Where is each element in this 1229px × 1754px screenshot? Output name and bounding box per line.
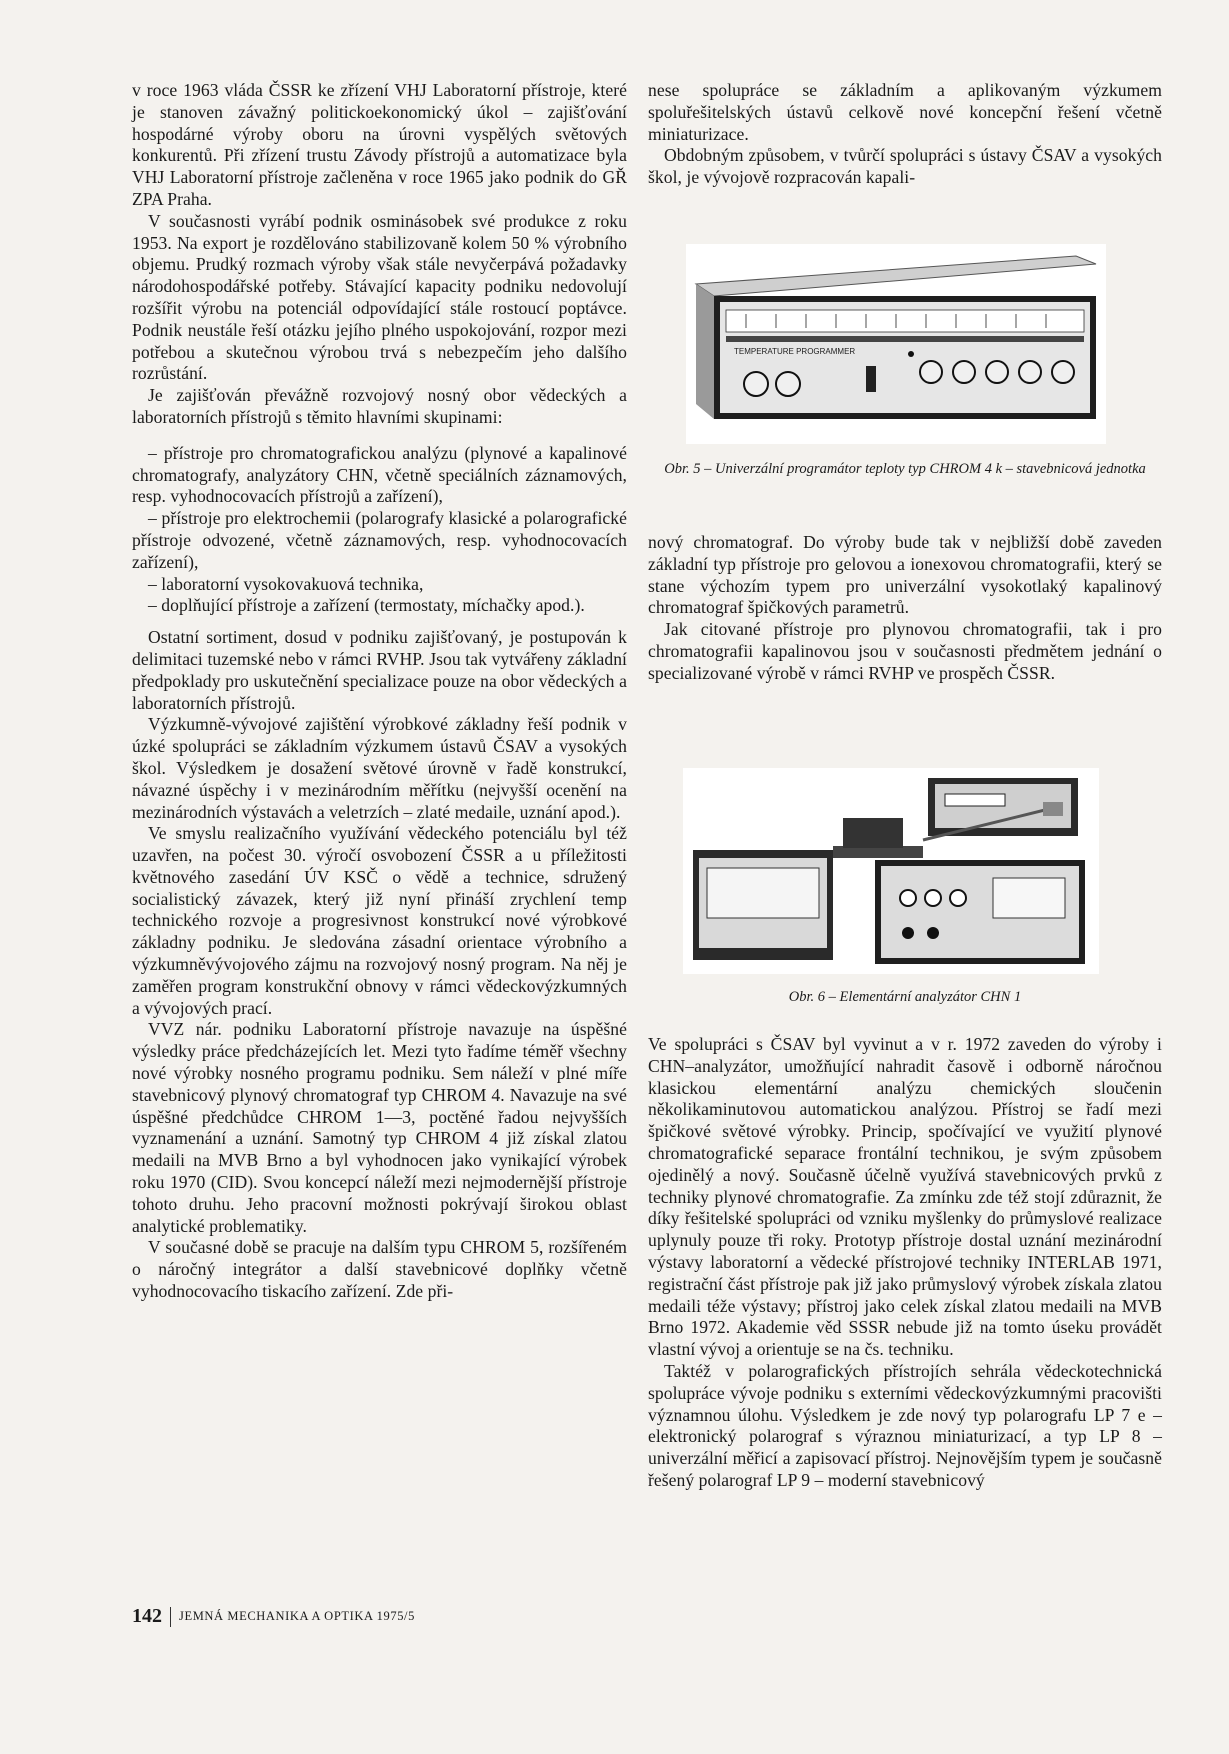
right-column-top [648, 80, 1162, 189]
paragraph: V současnosti vyrábí podnik osminásobek své produkce z roku 1953. Na export je rozdělováno stabilizovaně kolem 50 % výrobního objemu. Prudký rozmach výroby však stále nevyčerpává požadavky národohospodářské potřeby. Stávající kapacity podniku nedovolují rozšířit výrobu na potenciál odpovídající stále rostoucí poptávce. Podnik neustále řeší otázku jejího plného uspokojování, rozpor mezi potřebou a skutečnou výrobou trvá s nebezpečím jeho dalšího rozrůstání. [132, 210, 627, 384]
list-item: – doplňující přístroje a zařízení (termostaty, míchačky apod.). [148, 595, 585, 616]
paragraph: Obdobným způsobem, v tvůrčí spolupráci s ústavy ČSAV a vysokých škol, je vývojově rozpracován kapali- [648, 145, 1162, 188]
page-number: 142 [132, 1605, 162, 1627]
figure-5-caption: Obr. 5 – Univerzální programátor teploty typ CHROM 4 k – stavebnicová jednotka [664, 461, 1146, 477]
panel-label: TEMPERATURE PROGRAMMER [734, 347, 856, 356]
figure-temperature-programmer [686, 244, 1106, 444]
paragraph: Ve smyslu realizačního využívání vědeckého potenciálu byl též uzavřen, na počest 30. výročí osvobození ČSSR a u příležitosti květnového zasedání ÚV KSČ o vědě a technice, sdružený socialistický závazek, který již nyní přináší zrychlení temp technického rozvoje a progresivnost konstrukcí nové výrobkové základny podniku. Je sledována zásadní orientace výrobního a výzkumněvývojového zájmu na rozvojový nosný program. Na něj je zaměřen program konstrukční obnovy v rámci vědeckovýzkumných a vývojových prací. [132, 823, 627, 1018]
paragraph: Výzkumně-vývojové zajištění výrobkové základny řeší podnik v úzké spolupráci se základním výzkumem ústavů ČSAV a vysokých škol. Výsledkem je dosažení světové úrovně v řadě konstrukcí, návazné úspěchy i v mezinárodním měřítku (nejvyšší ocenění na mezinárodních výstavách a veletrzích – zlaté medaile, uznání apod.). [132, 714, 627, 822]
paragraph: V současné době se pracuje na dalším typu CHROM 5, rozšířeném o náročný integrátor a další stavebnicové doplňky včetně vyhodnocovacího tiskacího zařízení. Zde při- [132, 1237, 627, 1302]
right-column-middle [648, 532, 1162, 685]
list-item: – přístroje pro elektrochemii (polarografy klasické a polarografické přístroje odvozené, včetně záznamových, resp. vyhodnocovacích zařízení), [132, 508, 627, 572]
figure-chn-analyzer [683, 768, 1099, 974]
page-footer [132, 1605, 415, 1628]
list-item: – laboratorní vysokovakuová technika, [148, 573, 424, 594]
paragraph: VVZ nár. podniku Laboratorní přístroje navazuje na úspěšné výsledky práce předcházejících let. Mezi tyto řadíme téměř všechny nové výrobky nosného programu podniku. Sem náleží v plné míře stavebnicový plynový chromatograf typ CHROM 4. Navazuje na své úspěšné předchůdce CHROM 1—3, poctěné řadou nejvyšších vyznamenání a uznání. Samotný typ CHROM 4 již získal zlatou medaili na MVB Brno a byl vyhodnocen jako vynikající výrobek roku 1970 (CID). Svou koncepcí náleží mezi nejmodernější přístroje tohoto druhu. Jeho pracovní možnosti pokrývají širokou oblast analytické problematiky. [132, 1019, 627, 1236]
figure-6-caption: Obr. 6 – Elementární analyzátor CHN 1 [788, 989, 1022, 1005]
paragraph: v roce 1963 vláda ČSSR ke zřízení VHJ Laboratorní přístroje, které je stanoven závažný politickoekonomický úkol – zajišťování hospodárné výroby oboru na úrovni vyspělých světových konkurentů. Při zřízení trustu Závody přístrojů a automatizace byla VHJ Laboratorní přístroje začleněna v roce 1965 jako podnik do GŘ ZPA Praha. [132, 80, 627, 209]
left-column [132, 80, 627, 1303]
paragraph: nový chromatograf. Do výroby bude tak v nejbližší době zaveden základní typ přístroje pro gelovou a ionexovou chromatografii, který se stane výchozím typem pro univerzální vysokotlaký kapalinový chromatograf špičkových parametrů. [648, 532, 1162, 618]
paragraph: nese spolupráce se základním a aplikovaným výzkumem spoluřešitelských ústavů celkově nové koncepční řešení včetně miniaturizace. [648, 80, 1162, 144]
paragraph: Taktéž v polarografických přístrojích sehrála vědeckotechnická spolupráce vývoje podniku s externími vědeckovýzkumnými pracovišti významnou úlohu. Výsledkem je zde nový typ polarografu LP 7 e – elektronický polarograf s výraznou miniaturizací, a typ LP 8 – univerzální měřicí a zapisovací přístroj. Nejnovějším typem je současně řešený polarograf LP 9 – moderní stavebnicový [648, 1360, 1162, 1490]
paragraph: Jak citované přístroje pro plynovou chromatografii, tak i pro chromatografii kapalinovou jsou v současnosti předmětem jednání o specializované výrobě v rámci RVHP ve prospěch ČSSR. [648, 619, 1162, 683]
right-column-bottom [648, 1034, 1162, 1492]
footer-divider [170, 1607, 171, 1627]
paragraph: Je zajišťován převážně rozvojový nosný obor vědeckých a laboratorních přístrojů s těmito hlavními skupinami: [132, 385, 627, 427]
product-group-list [132, 443, 627, 617]
paragraph: Ve spolupráci s ČSAV byl vyvinut a v r. 1972 zaveden do výroby i CHN–analyzátor, umožňující nahradit časově i odborně náročnou klasickou elementární analýzu chemických sloučenin několikaminutovou automatickou analýzou. Přístroj se řadí mezi špičkové světové výrobky. Princip, spočívající ve využití plynové chromatografické separace frontální technikou, je svým způsobem ojedinělý a nový. Současně účelně využívá stavebnicových prvků z techniky plynové chromatografie. Za zmínku zde též stojí zdůraznit, že díky řešitelské spolupráci od vzniku myšlenky do průmyslové realizace uplynuly pouze tři roky. Prototyp přístroje dostal uznání mezinárodní výstavy laboratorní a vědecké přístrojové techniky INTERLAB 1971, registrační část přístroje pak již jako průmyslový výrobek získala zlatou medaili téže výstavy; přístroj jako celek získal zlatou medaili na MVB Brno 1972. Akademie věd SSSR nebude již na tomto úseku provádět vlastní vývoj a orientuje se na čs. techniku. [648, 1034, 1162, 1360]
journal-name: JEMNÁ MECHANIKA A OPTIKA 1975/5 [179, 1609, 415, 1623]
paragraph: Ostatní sortiment, dosud v podniku zajišťovaný, je postupován k delimitaci tuzemské nebo v rámci RVHP. Jsou tak vytvářeny základní předpoklady pro uskutečnění specializace pouze na obor vědeckých a laboratorních přístrojů. [132, 627, 627, 713]
list-item: – přístroje pro chromatografickou analýzu (plynové a kapalinové chromatografy, analyzátory CHN, včetně speciálních záznamových, resp. vyhodnocovacích přístrojů a zařízení), [132, 442, 627, 507]
